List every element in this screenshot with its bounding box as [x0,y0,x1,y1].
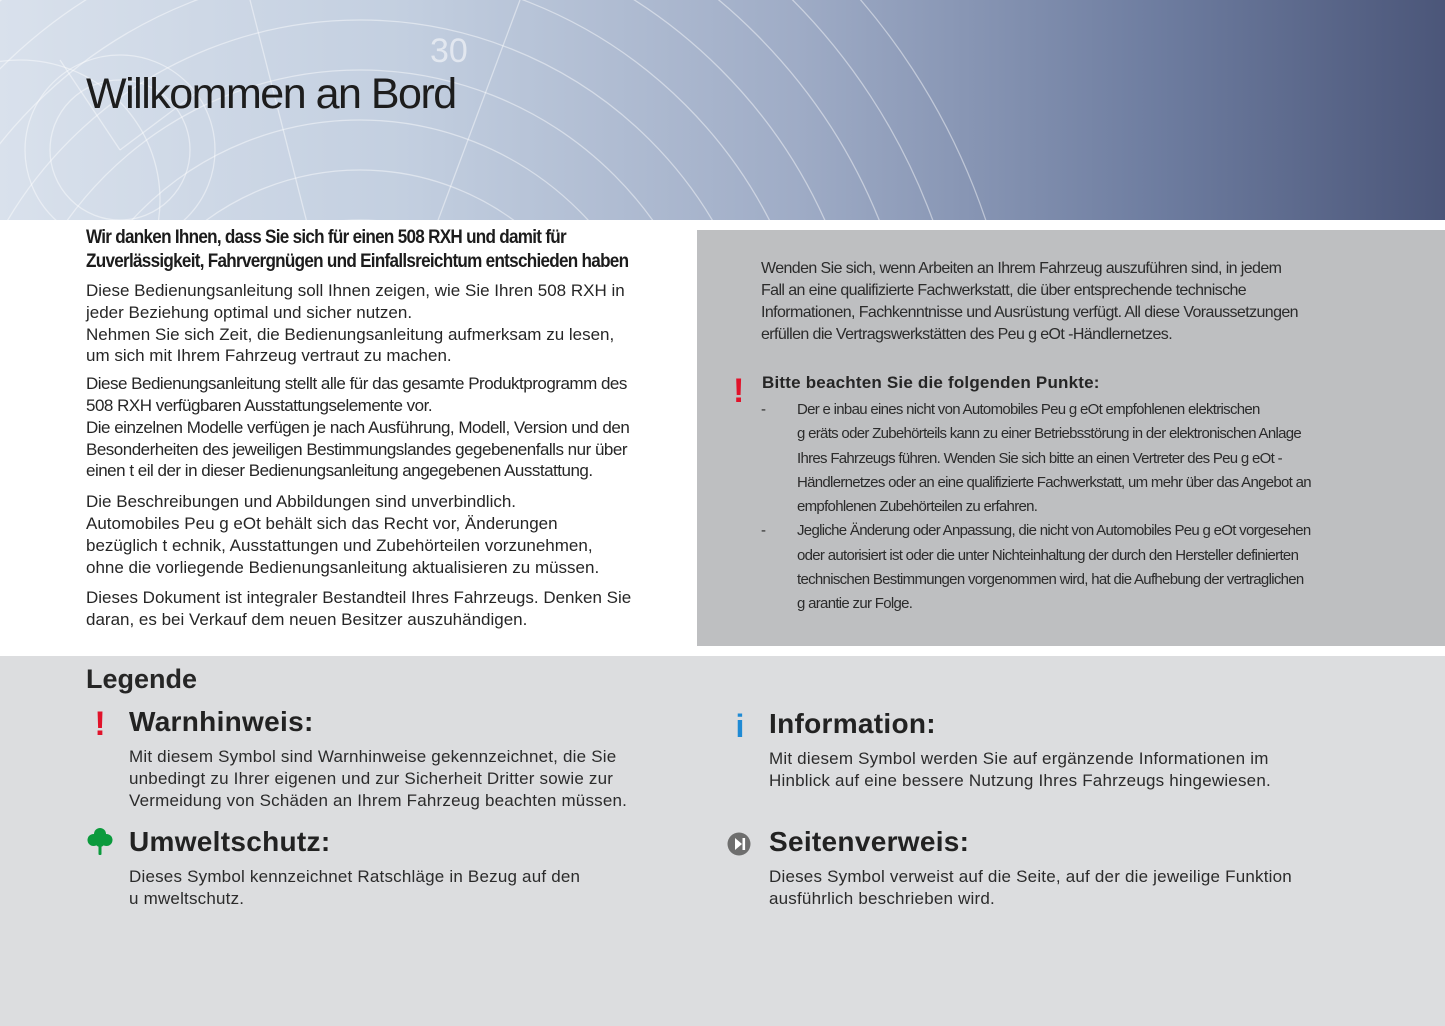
text-line: Diese Bedienungsanleitung soll Ihnen zeigen, wie Sie Ihren 508 RXH in [86,281,625,300]
text-line: 508 RXH verfügbaren Ausstattungselemente vor. [86,395,433,415]
text-line: Die einzelnen Modelle verfügen je nach Ausführung, Modell, Version und den [86,417,630,437]
legend-item-description [769,866,1369,910]
text-line: Diese Bedienungsanleitung stellt alle für das gesamte Produktprogramm des [86,374,627,394]
legend-item-title: Information: [769,708,936,739]
text-line: Vermeidung von Schäden an Ihrem Fahrzeug beachten müssen. [129,791,628,810]
text-line: technischen Bestimmungen vorgenommen wird, hat die Aufhebung der vertraglichen [797,571,1304,589]
text-line: Ihres Fahrzeugs führen. Wenden Sie sich bitte an einen Vertreter des Peu g eOt - [797,449,1282,467]
text-line: Händlernetzes oder an eine qualifizierte Fachwerkstatt, um mehr über das Angebot an [797,473,1311,491]
intro-paragraph-3 [86,491,686,578]
text-line: Der e inbau eines nicht von Automobiles Peu g eOt empfohlenen elektrischen [797,401,1260,418]
legend-item-title: Umweltschutz: [129,826,331,857]
intro-paragraph-1 [86,280,686,367]
legend-item-description [769,748,1369,792]
text-line: u mweltschutz. [129,889,245,908]
text-line: daran, es bei Verkauf dem neuen Besitzer auszuhändigen. [86,610,528,630]
list-item [761,398,1421,519]
intro-paragraph-2 [86,373,686,482]
bullet-dash: - [761,401,766,418]
notice-bullet-list [761,398,1421,617]
clover-icon [86,826,114,862]
warning-icon: ! [94,705,106,743]
text-line: ohne die vorliegende Bedienungsanleitung aktualisieren zu müssen. [86,557,600,577]
legend-title: Legende [86,664,198,694]
bullet-dash: - [761,522,766,540]
intro-paragraph-4 [86,587,686,631]
text-line: Fall an eine qualifizierte Fachwerkstatt, die über entsprechende technische [761,282,1247,299]
text-line: Jegliche Änderung oder Anpassung, die nicht von Automobiles Peu g eOt vorgesehen [797,522,1311,540]
text-line: Wenden Sie sich, wenn Arbeiten an Ihrem Fahrzeug auszuführen sind, in jedem [761,260,1282,277]
text-line: Informationen, Fachkenntnisse und Ausrüstung verfügt. All diese Voraussetzungen [761,304,1298,321]
text-line: unbedingt zu Ihrer eigenen und zur Sicherheit Dritter sowie zur [129,769,614,788]
legend-item-title: Warnhinweis: [129,706,314,737]
list-item [761,519,1421,616]
intro-lead-line: Zuverlässigkeit, Fahrvergnügen und Einfallsreichtum entschieden haben [86,251,629,272]
intro-lead-line: Wir danken Ihnen, dass Sie sich für einen 508 RXH und damit für [86,227,566,248]
text-line: jeder Beziehung optimal und sicher nutzen. [86,302,413,322]
text-line: ausführlich beschrieben wird. [769,889,995,908]
text-line: Die Beschreibungen und Abbildungen sind unverbindlich. [86,492,517,512]
header-banner [0,0,1445,220]
text-line: um sich mit Ihrem Fahrzeug vertraut zu machen. [86,346,452,366]
text-line: g arantie zur Folge. [797,595,913,613]
warning-icon: ! [733,372,745,410]
skip-forward-icon [726,826,754,862]
intro-column [86,226,686,631]
text-line: Besonderheiten des jeweiligen Bestimmungslandes gegebenenfalls nur über [86,439,627,459]
text-line: Automobiles Peu g eOt behält sich das Recht vor, Änderungen [86,513,558,533]
text-line: Dieses Symbol verweist auf die Seite, auf der die jeweilige Funktion [769,867,1292,886]
legend-item-title: Seitenverweis: [769,826,970,857]
text-line: Dieses Symbol kennzeichnet Ratschläge in Bezug auf den [129,867,581,886]
text-line: Dieses Dokument ist integraler Bestandteil Ihres Fahrzeugs. Denken Sie [86,588,632,608]
text-line: Mit diesem Symbol werden Sie auf ergänzende Informationen im [769,749,1269,768]
text-line: bezüglich t echnik, Ausstattungen und Zubehörteilen vorzunehmen, [86,535,593,555]
page-title: Willkommen an Bord [86,70,456,118]
text-line: empfohlenen Zubehörteilen zu erfahren. [797,498,1038,516]
text-line: Hinblick auf eine bessere Nutzung Ihres Fahrzeugs hingewiesen. [769,771,1271,790]
legend-item-description [129,866,729,910]
text-line: g eräts oder Zubehörteils kann zu einer Betriebsstörung in der elektronischen Anlage [797,425,1302,443]
info-icon: i [735,708,745,744]
text-line: Nehmen Sie sich Zeit, die Bedienungsanleitung aufmerksam zu lesen, [86,324,615,344]
speedometer-mark: 30 [430,32,468,70]
intro-lead [86,226,685,274]
text-line: einen t eil der in dieser Bedienungsanleitung angegebenen Ausstattung. [86,461,593,481]
text-line: Mit diesem Symbol sind Warnhinweise gekennzeichnet, die Sie [129,747,617,766]
workshop-notice-panel [697,230,1445,646]
text-line: oder autorisiert ist oder die unter Nichteinhaltung der durch den Hersteller definierten [797,546,1299,564]
text-line: erfüllen die Vertragswerkstätten des Peu g eOt -Händlernetzes. [761,326,1173,343]
workshop-notice-text [761,258,1401,346]
notice-heading: Bitte beachten Sie die folgenden Punkte: [762,373,1100,392]
legend-section [0,656,1445,1026]
legend-item-description [129,746,729,812]
